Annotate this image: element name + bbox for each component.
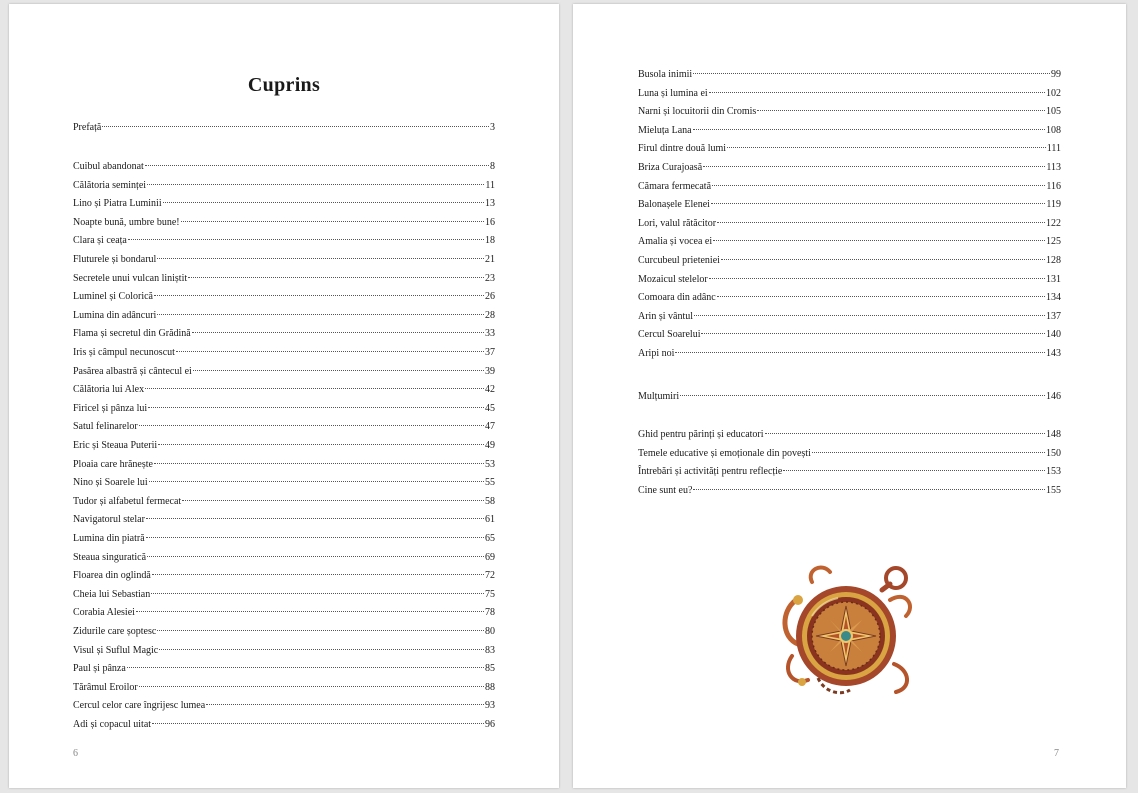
toc-entry[interactable] (638, 291, 1061, 305)
toc-leader (146, 518, 484, 519)
toc-entry-thanks[interactable] (638, 390, 1061, 404)
toc-page-number: 33 (485, 328, 495, 340)
toc-leader (157, 258, 484, 259)
toc-leader (139, 686, 484, 687)
toc-entry[interactable] (73, 383, 495, 397)
toc-leader (176, 351, 484, 352)
toc-leader (712, 185, 1045, 186)
toc-label: Cercul celor care îngrijesc lumea (73, 700, 206, 712)
toc-label: Comoara din adânc (638, 292, 716, 304)
toc-entry[interactable] (73, 532, 495, 546)
toc-page-number: 49 (485, 440, 495, 451)
toc-entry[interactable] (638, 254, 1061, 268)
toc-leader (717, 296, 1045, 297)
toc-leader (158, 444, 484, 445)
toc-page-number: 122 (1046, 217, 1061, 229)
toc-page-number: 146 (1046, 391, 1061, 402)
toc-leader (812, 452, 1045, 453)
toc-entry[interactable] (638, 484, 1061, 498)
toc-label: Visul și Suflul Magic (73, 644, 159, 656)
toc-leader (757, 110, 1045, 111)
toc-page-number: 102 (1046, 87, 1061, 99)
toc-entry[interactable] (638, 142, 1061, 156)
page-number: 7 (1054, 748, 1059, 759)
toc-leader (157, 630, 484, 631)
toc-page-number: 55 (485, 477, 495, 489)
toc-leader (709, 278, 1045, 279)
toc-label: Luna și lumina ei (638, 87, 708, 99)
toc-label: Ploaia care hrănește (73, 458, 153, 470)
toc-page-number: 96 (485, 719, 495, 730)
toc-page-number: 85 (485, 663, 495, 675)
toc-page-number: 137 (1046, 310, 1061, 322)
toc-leader (675, 352, 1045, 353)
toc-entry[interactable] (73, 402, 495, 416)
toc-entry[interactable] (73, 309, 495, 323)
toc-label: Temele educative și emoționale din povești (638, 447, 811, 459)
toc-leader (159, 649, 484, 650)
toc-entry[interactable] (73, 644, 495, 658)
toc-label: Adi și copacul uitat (73, 719, 152, 730)
toc-page-number: 75 (485, 588, 495, 600)
toc-entry[interactable] (638, 87, 1061, 101)
toc-label: Balonașele Elenei (638, 199, 710, 211)
toc-entry[interactable] (638, 447, 1061, 461)
toc-page-number: 108 (1046, 124, 1061, 136)
toc-label: Călătoria seminței (73, 179, 147, 191)
toc-entry[interactable] (73, 365, 495, 379)
toc-label: Lori, valul rătăcitor (638, 217, 717, 229)
toc-entry[interactable] (638, 465, 1061, 479)
toc-label: Mozaicul stelelor (638, 273, 708, 285)
toc-label: Narni și locuitorii din Cromis (638, 106, 757, 118)
toc-page-number: 143 (1046, 348, 1061, 359)
toc-label: Navigatorul stelar (73, 514, 145, 526)
toc-entry[interactable] (638, 161, 1061, 175)
left-page (9, 4, 559, 788)
toc-page-number: 148 (1046, 429, 1061, 440)
toc-leader (102, 126, 489, 127)
toc-leader (192, 332, 484, 333)
toc-page-number: 53 (485, 458, 495, 470)
toc-entry[interactable] (73, 290, 495, 304)
toc-page-number: 16 (485, 216, 495, 228)
toc-label: Nino și Soarele lui (73, 477, 148, 489)
toc-label: Lumina din adâncuri (73, 309, 157, 321)
toc-leader (188, 277, 484, 278)
toc-page-number: 80 (485, 626, 495, 637)
right-page (573, 4, 1126, 788)
toc-page-number: 93 (485, 700, 495, 712)
toc-page-number: 11 (485, 179, 495, 191)
toc-label: Floarea din oglindă (73, 570, 151, 582)
toc-leader (693, 489, 1045, 490)
toc-page-number: 128 (1046, 255, 1061, 266)
toc-label: Ghid pentru părinți și educatori (638, 429, 764, 440)
toc-entry[interactable] (73, 197, 495, 211)
toc-entry[interactable] (73, 495, 495, 509)
toc-leader (154, 463, 484, 464)
toc-entry[interactable] (73, 681, 495, 695)
toc-leader (146, 537, 484, 538)
toc-leader (181, 221, 484, 222)
toc-page-number: 3 (490, 122, 495, 133)
toc-page-number: 28 (485, 309, 495, 321)
toc-label: Secretele unui vulcan liniștit (73, 272, 188, 284)
toc-entry[interactable] (638, 273, 1061, 287)
toc-label: Călătoria lui Alex (73, 384, 145, 396)
toc-label: Întrebări și activități pentru reflecție (638, 466, 783, 478)
toc-entry[interactable] (73, 588, 495, 602)
toc-label: Luminel și Colorică (73, 291, 153, 303)
toc-label: Busola inimii (638, 69, 693, 80)
toc-label: Eric și Steaua Puterii (73, 440, 158, 451)
toc-page-number: 155 (1046, 484, 1061, 496)
toc-page-number: 69 (485, 551, 495, 563)
toc-leader (163, 202, 484, 203)
toc-leader (128, 239, 484, 240)
toc-label: Satul felinarelor (73, 421, 138, 433)
toc-label: Firicel și pânza lui (73, 402, 148, 414)
toc-label: Clara și ceața (73, 235, 127, 247)
toc-label: Paul și pânza (73, 663, 126, 675)
toc-page-number: 37 (485, 347, 495, 358)
toc-page-number: 83 (485, 644, 495, 656)
toc-label: Fluturele și bondarul (73, 254, 157, 265)
toc-leader (693, 73, 1050, 74)
toc-leader (721, 259, 1045, 260)
toc-entry[interactable] (638, 180, 1061, 194)
toc-entry[interactable] (73, 216, 495, 230)
toc-label: Curcubeul prieteniei (638, 255, 720, 266)
toc-page-number: 61 (485, 514, 495, 526)
toc-label: Zidurile care șoptesc (73, 626, 157, 637)
toc-entry[interactable] (73, 234, 495, 248)
toc-label: Iris și câmpul necunoscut (73, 347, 175, 358)
page-number: 6 (73, 748, 78, 759)
page-title: Cuprins (247, 74, 321, 96)
toc-entry[interactable] (73, 699, 495, 713)
toc-entry[interactable] (73, 625, 495, 639)
toc-label: Cheia lui Sebastian (73, 588, 151, 600)
toc-page-number: 13 (485, 198, 495, 210)
toc-entry[interactable] (638, 198, 1061, 212)
toc-page-number: 150 (1046, 447, 1061, 459)
toc-leader (783, 470, 1045, 471)
toc-label: Aripi noi (638, 348, 675, 359)
toc-entry[interactable] (73, 551, 495, 565)
toc-label: Cuibul abandonat (73, 161, 144, 172)
toc-leader (711, 203, 1045, 204)
toc-leader (148, 407, 484, 408)
toc-entry-preface[interactable] (73, 121, 495, 135)
toc-page-number: 23 (485, 272, 495, 284)
toc-entry[interactable] (73, 346, 495, 360)
toc-label: Steaua singuratică (73, 551, 147, 563)
toc-leader (680, 395, 1045, 396)
toc-leader (713, 240, 1045, 241)
toc-entry[interactable] (638, 235, 1061, 249)
toc-label: Prefață (73, 122, 102, 133)
toc-entry[interactable] (73, 327, 495, 341)
toc-leader (127, 667, 484, 668)
toc-label: Pasărea albastră și cântecul ei (73, 365, 192, 377)
toc-entry[interactable] (638, 347, 1061, 361)
toc-page-number: 131 (1046, 273, 1061, 285)
toc-page-number: 125 (1046, 236, 1061, 248)
toc-label: Tărâmul Eroilor (73, 681, 138, 693)
toc-page-number: 140 (1046, 329, 1061, 341)
toc-entry[interactable] (73, 476, 495, 490)
toc-label: Amalia și vocea ei (638, 236, 713, 248)
toc-leader (694, 315, 1045, 316)
toc-page-number: 47 (485, 421, 495, 433)
toc-entry[interactable] (73, 272, 495, 286)
toc-label: Cercul Soarelui (638, 329, 701, 341)
toc-entry[interactable] (73, 160, 495, 174)
toc-entry[interactable] (638, 310, 1061, 324)
toc-page-number: 134 (1046, 292, 1061, 304)
toc-page-number: 105 (1046, 106, 1061, 118)
toc-leader (701, 333, 1045, 334)
toc-label: Noapte bună, umbre bune! (73, 216, 180, 228)
toc-label: Firul dintre două lumi (638, 143, 727, 155)
toc-entry[interactable] (638, 328, 1061, 342)
toc-leader (147, 184, 484, 185)
toc-entry[interactable] (638, 105, 1061, 119)
toc-page-number: 99 (1051, 69, 1061, 80)
toc-page-number: 88 (485, 681, 495, 693)
toc-leader (727, 147, 1046, 148)
toc-page-number: 119 (1046, 199, 1061, 211)
toc-page-number: 58 (485, 495, 495, 507)
toc-page-number: 78 (485, 607, 495, 619)
toc-page-number: 26 (485, 291, 495, 303)
toc-page-number: 39 (485, 365, 495, 377)
toc-entry[interactable] (73, 569, 495, 583)
toc-leader (136, 611, 484, 612)
toc-page-number: 18 (485, 235, 495, 247)
toc-leader (693, 129, 1045, 130)
toc-leader (709, 92, 1045, 93)
toc-entry[interactable] (73, 606, 495, 620)
toc-entry[interactable] (73, 253, 495, 267)
toc-leader (145, 165, 489, 166)
toc-leader (139, 425, 484, 426)
toc-page-number: 116 (1046, 180, 1061, 192)
toc-entry[interactable] (73, 458, 495, 472)
toc-leader (717, 222, 1045, 223)
toc-leader (152, 723, 484, 724)
toc-entry[interactable] (73, 718, 495, 732)
toc-label: Briza Curajoasă (638, 162, 703, 173)
toc-label: Tudor și alfabetul fermecat (73, 495, 182, 507)
toc-page-number: 21 (485, 254, 495, 265)
toc-leader (157, 314, 484, 315)
toc-entry[interactable] (73, 179, 495, 193)
toc-page-number: 113 (1046, 162, 1061, 173)
toc-leader (703, 166, 1045, 167)
toc-label: Mieluța Lana (638, 124, 692, 136)
toc-page-number: 8 (490, 161, 495, 172)
toc-entry[interactable] (73, 662, 495, 676)
compass-icon (778, 560, 918, 702)
toc-leader (149, 481, 484, 482)
toc-label: Mulțumiri (638, 391, 680, 402)
toc-leader (765, 433, 1045, 434)
toc-label: Lino și Piatra Luminii (73, 198, 162, 210)
toc-entry[interactable] (73, 420, 495, 434)
toc-page-number: 65 (485, 533, 495, 544)
toc-entry[interactable] (73, 513, 495, 527)
toc-entry[interactable] (638, 68, 1061, 82)
toc-leader (206, 704, 484, 705)
toc-leader (151, 593, 484, 594)
toc-label: Corabia Alesiei (73, 607, 135, 619)
toc-leader (145, 388, 484, 389)
toc-label: Cine sunt eu? (638, 484, 693, 496)
toc-label: Arin și vântul (638, 310, 693, 322)
toc-page-number: 111 (1046, 143, 1061, 155)
toc-label: Flama și secretul din Grădină (73, 328, 191, 340)
toc-leader (152, 574, 484, 575)
toc-leader (147, 556, 484, 557)
toc-label: Cămara fermecată (638, 180, 712, 192)
toc-page-number: 153 (1046, 466, 1061, 478)
toc-entry[interactable] (638, 124, 1061, 138)
toc-entry[interactable] (638, 428, 1061, 442)
toc-label: Lumina din piatră (73, 533, 145, 544)
toc-page-number: 42 (485, 384, 495, 396)
toc-leader (182, 500, 484, 501)
toc-leader (154, 295, 484, 296)
toc-entry[interactable] (638, 217, 1061, 231)
toc-leader (193, 370, 484, 371)
toc-page-number: 72 (485, 570, 495, 582)
toc-page-number: 45 (485, 402, 495, 414)
toc-entry[interactable] (73, 439, 495, 453)
